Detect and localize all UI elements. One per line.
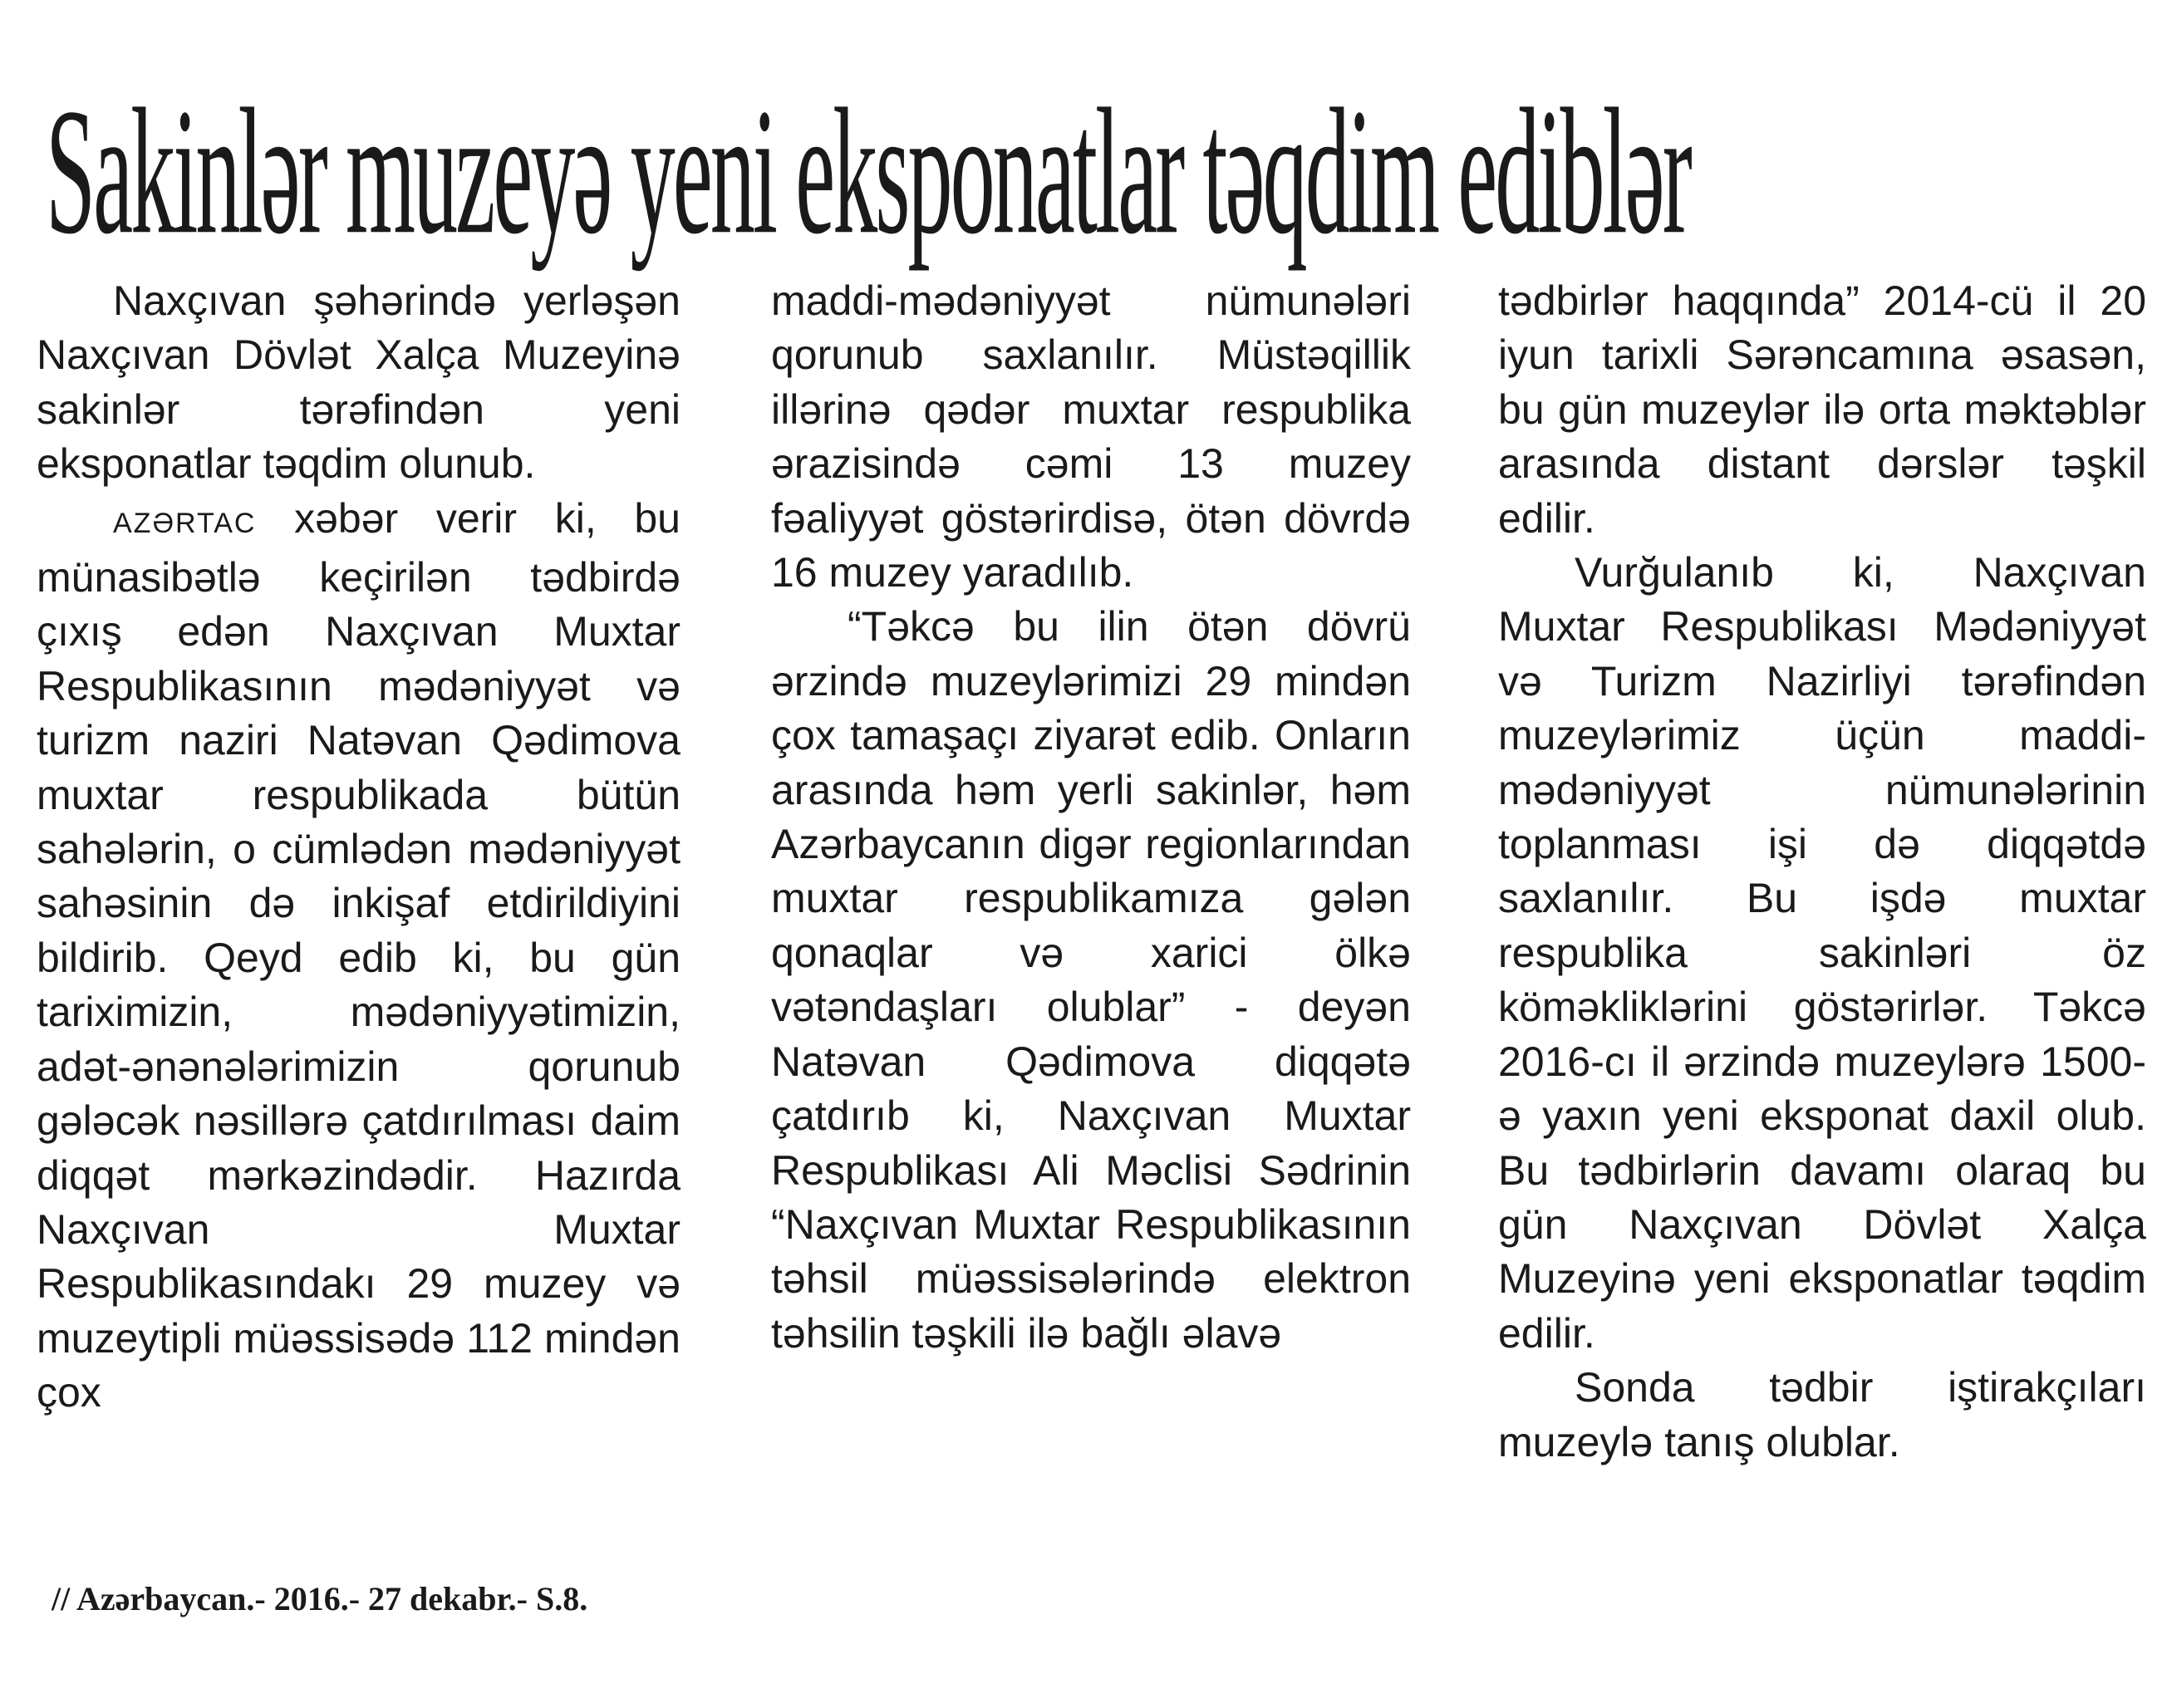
paragraph-agency [37,492,681,1421]
paragraph-lead: Naxçıvan şəhərində yerləşən Naxçıvan Dövlət Xalça Muzeyinə sakinlər tərəfindən yeni eksponatlar təqdim olunub. [37,277,681,488]
paragraph-ministry: Vurğulanıb ki, Naxçıvan Muxtar Respublikası Mədəniyyət və Turizm Nazirliyi tərəfindən muzeylərimiz üçün maddi-mədəniyyət nümunələrinin toplanması işi də diqqətdə saxlanılır. Bu işdə muxtar respublika sakinləri öz köməkliklərini göstərirlər. Təkcə 2016-cı il ərzində muzeylərə 1500-ə yaxın yeni eksponat daxil olub. Bu tədbirlərin davamı olaraq bu gün Naxçıvan Dövlət Xalça Muzeyinə yeni eksponatlar təqdim edilir. [1498,549,2146,1357]
paragraph-continuation-2: tədbirlər haqqında” 2014-cü il 20 iyun tarixli Sərəncamına əsasən, bu gün muzeylər ilə orta məktəblər arasında distant dərslər təşkil edilir. [1498,277,2146,542]
paragraph-continuation: maddi-mədəniyyət nümunələri qorunub saxlanılır. Müstəqillik illərinə qədər muxtar respublika ərazisində cəmi 13 muzey fəaliyyət göstərirdisə, ötən dövrdə 16 muzey yaradılıb. [771,277,1411,596]
article-headline-text: Sakinlər muzeyə yeni eksponatlar təqdim ediblər [46,71,1690,272]
text-column-3 [1498,274,2146,1470]
paragraph-closing: Sonda tədbir iştirakçıları muzeylə tanış olublar. [1498,1364,2146,1465]
article-headline [46,33,2123,311]
text-column-2 [771,274,1411,1361]
paragraph-agency-text: xəbər verir ki, bu münasibətlə keçirilən tədbirdə çıxış edən Naxçıvan Muxtar Respublikasının mədəniyyət və turizm naziri Natəvan Qədimova muxtar respublikada bütün sahələrin, o cümlədən mədəniyyət sahəsinin də inkişaf etdirildiyini bildirib. Qeyd edib ki, bu gün tariximizin, mədəniyyətimizin, adət-ənənələrimizin qorunub gələcək nəsillərə çatdırılması daim diqqət mərkəzindədir. Hazırda Naxçıvan Muxtar Respublikasındakı 29 muzey və muzeytipli müəssisədə 112 mindən çox [37,494,681,1416]
text-column-1 [37,274,681,1421]
source-citation: // Azərbaycan.- 2016.- 27 dekabr.- S.8. [52,1580,588,1617]
paragraph-quote: “Təkcə bu ilin ötən dövrü ərzində muzeylərimizi 29 mindən çox tamaşaçı ziyarət edib. Onların arasında həm yerli sakinlər, həm Azərbaycanın digər regionlarından muxtar respublikamıza gələn qonaqlar və xarici ölkə vətəndaşları olublar” - deyən Natəvan Qədimova diqqətə çatdırıb ki, Naxçıvan Muxtar Respublikası Ali Məclisi Sədrinin “Naxçıvan Muxtar Respublikasının təhsil müəssisələrində elektron təhsilin təşkili ilə bağlı əlavə [771,603,1411,1357]
agency-name: AZƏRTAC [113,507,257,539]
